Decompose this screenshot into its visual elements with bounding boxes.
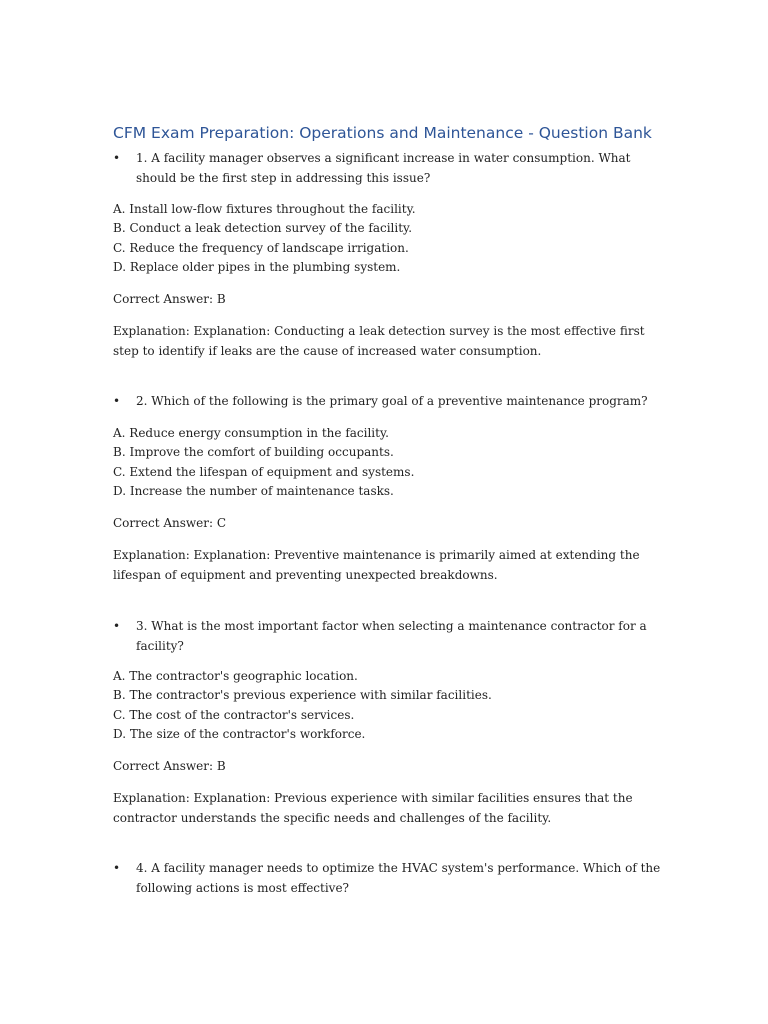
- option-a: A. The contractor's geographic location.: [113, 669, 358, 683]
- question-text: 2. Which of the following is the primary goal of a preventive maintenance program?: [136, 394, 648, 408]
- options-list-1: [113, 200, 416, 277]
- option-d: D. Replace older pipes in the plumbing system.: [113, 259, 401, 274]
- option-d: D. The size of the contractor's workforce.: [113, 726, 366, 741]
- option-b: B. Improve the comfort of building occupants.: [113, 445, 394, 460]
- option-b: B. Conduct a leak detection survey of the facility.: [113, 221, 413, 236]
- correct-answer-1: Correct Answer: B: [113, 292, 226, 306]
- option-a: A. Reduce energy consumption in the facility.: [113, 426, 389, 440]
- page-title: CFM Exam Preparation: Operations and Maintenance - Question Bank: [113, 124, 652, 142]
- question-text: 4. A facility manager needs to optimize the HVAC system's performance. Which of the following actions is most effective?: [136, 861, 661, 895]
- question-3: [113, 616, 673, 656]
- correct-answer-3: Correct Answer: B: [113, 759, 226, 773]
- question-4: [113, 858, 673, 898]
- question-text: 3. What is the most important factor when selecting a maintenance contractor for a facility?: [136, 619, 647, 653]
- option-a: A. Install low-flow fixtures throughout the facility.: [113, 202, 416, 216]
- explanation-2: Explanation: Explanation: Preventive maintenance is primarily aimed at extending the lifespan of equipment and preventing unexpected breakdowns.: [113, 548, 640, 582]
- bullet-icon: •: [113, 861, 121, 875]
- explanation-1: Explanation: Explanation: Conducting a leak detection survey is the most effective first step to identify if leaks are the cause of increased water consumption.: [113, 324, 645, 358]
- options-list-3: [113, 667, 492, 744]
- option-b: B. The contractor's previous experience with similar facilities.: [113, 688, 492, 703]
- question-1: [113, 148, 673, 188]
- option-d: D. Increase the number of maintenance tasks.: [113, 483, 394, 498]
- correct-answer-2: Correct Answer: C: [113, 516, 227, 530]
- question-text: 1. A facility manager observes a significant increase in water consumption. What should be the first step in addressing this issue?: [136, 151, 631, 185]
- bullet-icon: •: [113, 394, 121, 408]
- bullet-icon: •: [113, 619, 121, 633]
- option-c: C. Reduce the frequency of landscape irrigation.: [113, 240, 409, 255]
- bullet-icon: •: [113, 151, 121, 165]
- options-list-2: [113, 424, 414, 501]
- explanation-3: Explanation: Explanation: Previous experience with similar facilities ensures that the contractor understands the specific needs and challenges of the facility.: [113, 791, 633, 825]
- question-2: [113, 391, 673, 411]
- option-c: C. The cost of the contractor's services.: [113, 707, 355, 722]
- option-c: C. Extend the lifespan of equipment and systems.: [113, 464, 415, 479]
